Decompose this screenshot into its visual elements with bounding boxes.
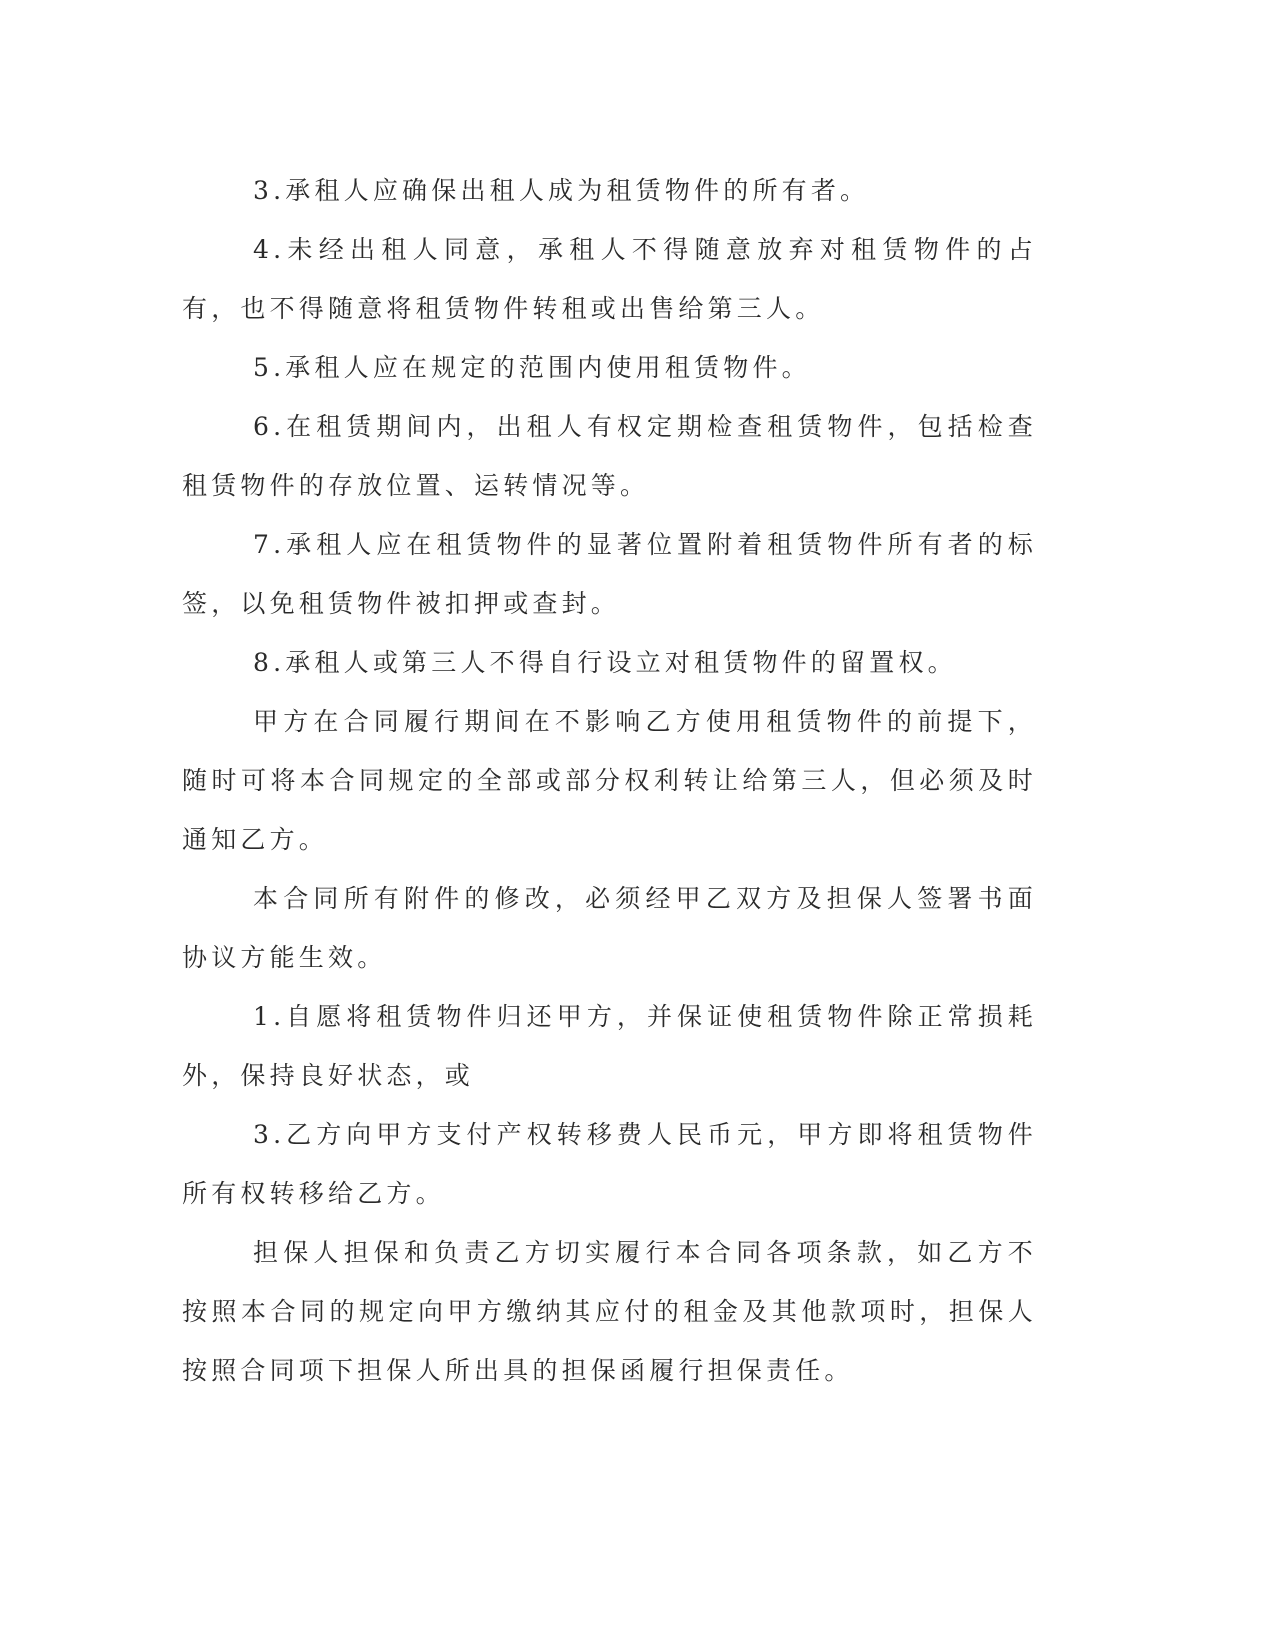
paragraph-clause-4: 4.未经出租人同意，承租人不得随意放弃对租赁物件的占有，也不得随意将租赁物件转租或出售给第三人。 [182,235,1037,323]
paragraph-annex-amendment: 本合同所有附件的修改，必须经甲乙双方及担保人签署书面协议方能生效。 [182,884,1037,972]
paragraph-clause-6: 6.在租赁期间内，出租人有权定期检查租赁物件，包括检查租赁物件的存放位置、运转情况等。 [182,412,1037,500]
paragraph-option-3: 3.乙方向甲方支付产权转移费人民币元，甲方即将租赁物件所有权转移给乙方。 [182,1120,1037,1208]
paragraph-clause-3: 3.承租人应确保出租人成为租赁物件的所有者。 [253,176,870,205]
paragraph-clause-7: 7.承租人应在租赁物件的显著位置附着租赁物件所有者的标签，以免租赁物件被扣押或查封。 [182,530,1037,618]
paragraph-clause-5: 5.承租人应在规定的范围内使用租赁物件。 [253,353,811,382]
paragraph-clause-8: 8.承租人或第三人不得自行设立对租赁物件的留置权。 [253,648,957,677]
paragraph-rights-transfer: 甲方在合同履行期间在不影响乙方使用租赁物件的前提下，随时可将本合同规定的全部或部分权利转让给第三人，但必须及时通知乙方。 [182,707,1037,854]
document-body [182,161,1037,1400]
paragraph-guarantor: 担保人担保和负责乙方切实履行本合同各项条款，如乙方不按照本合同的规定向甲方缴纳其应付的租金及其他款项时，担保人按照合同项下担保人所出具的担保函履行担保责任。 [182,1238,1037,1385]
paragraph-option-1: 1.自愿将租赁物件归还甲方，并保证使租赁物件除正常损耗外，保持良好状态，或 [182,1002,1037,1090]
